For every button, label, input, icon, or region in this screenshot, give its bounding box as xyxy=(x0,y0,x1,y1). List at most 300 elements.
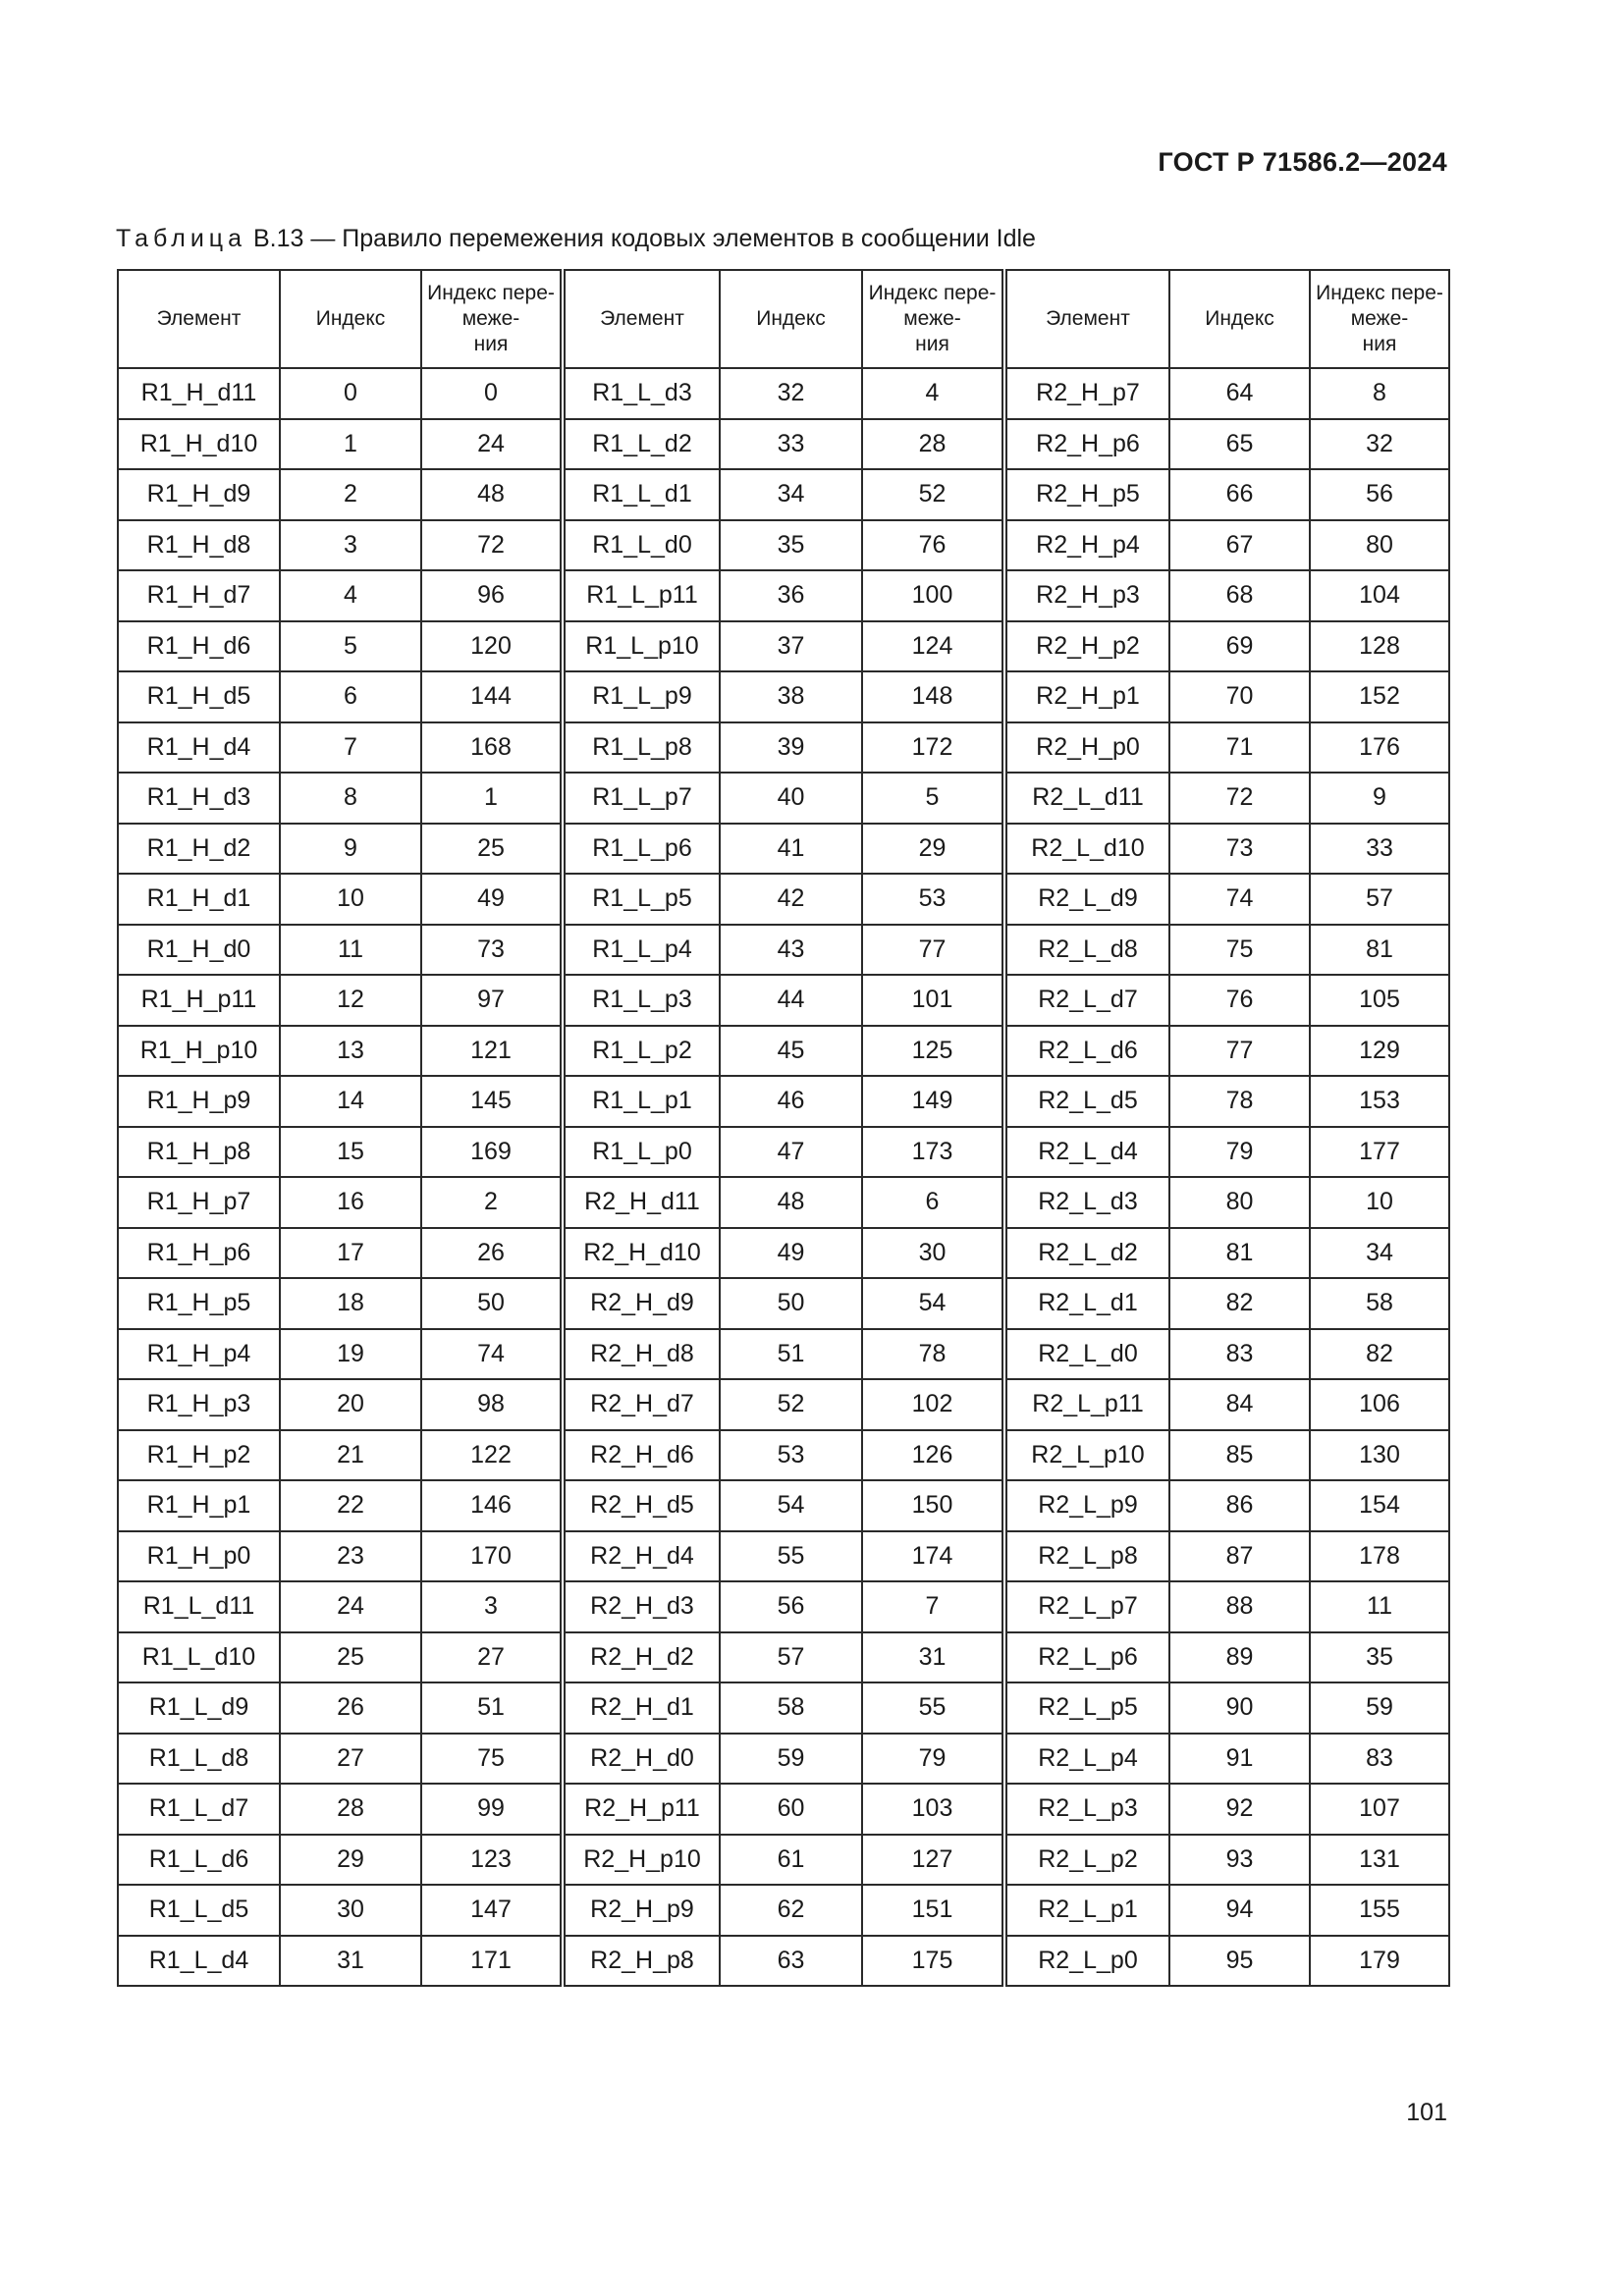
table-cell: R1_H_p6 xyxy=(118,1228,280,1279)
table-cell: 120 xyxy=(421,621,563,672)
table-cell: R2_H_p9 xyxy=(563,1885,720,1936)
table-row xyxy=(118,1835,1449,1886)
table-cell: 81 xyxy=(1169,1228,1310,1279)
table-cell: R1_L_p0 xyxy=(563,1127,720,1178)
table-cell: 10 xyxy=(1310,1177,1449,1228)
table-cell: 78 xyxy=(862,1329,1004,1380)
table-cell: 174 xyxy=(862,1531,1004,1582)
table-cell: R2_H_d2 xyxy=(563,1632,720,1683)
table-cell: 124 xyxy=(862,621,1004,672)
table-cell: 83 xyxy=(1310,1734,1449,1785)
table-cell: R1_H_d2 xyxy=(118,824,280,875)
table-cell: 170 xyxy=(421,1531,563,1582)
table-cell: 9 xyxy=(1310,773,1449,824)
table-cell: 68 xyxy=(1169,570,1310,621)
table-cell: 3 xyxy=(280,520,421,571)
table-cell: R1_H_d8 xyxy=(118,520,280,571)
table-cell: 51 xyxy=(720,1329,862,1380)
table-row xyxy=(118,368,1449,419)
table-cell: R2_H_p7 xyxy=(1004,368,1169,419)
table-cell: R1_L_d0 xyxy=(563,520,720,571)
table-cell: 149 xyxy=(862,1076,1004,1127)
table-cell: R2_L_p10 xyxy=(1004,1430,1169,1481)
table-cell: R1_L_d9 xyxy=(118,1682,280,1734)
table-cell: 98 xyxy=(421,1379,563,1430)
table-cell: R2_H_d6 xyxy=(563,1430,720,1481)
table-row xyxy=(118,925,1449,976)
table-cell: 79 xyxy=(862,1734,1004,1785)
table-cell: 50 xyxy=(720,1278,862,1329)
table-cell: 4 xyxy=(862,368,1004,419)
table-row xyxy=(118,1784,1449,1835)
table-cell: R1_H_p3 xyxy=(118,1379,280,1430)
table-cell: 60 xyxy=(720,1784,862,1835)
table-cell: R2_L_d10 xyxy=(1004,824,1169,875)
table-cell: R2_H_p8 xyxy=(563,1936,720,1987)
table-cell: R1_H_d3 xyxy=(118,773,280,824)
table-row xyxy=(118,722,1449,774)
table-cell: 57 xyxy=(1310,874,1449,925)
table-cell: 126 xyxy=(862,1430,1004,1481)
table-cell: 19 xyxy=(280,1329,421,1380)
table-cell: 25 xyxy=(421,824,563,875)
table-cell: 7 xyxy=(862,1581,1004,1632)
table-cell: R1_H_d1 xyxy=(118,874,280,925)
table-row xyxy=(118,1430,1449,1481)
column-header: Индекс xyxy=(1169,270,1310,368)
table-cell: R1_L_p7 xyxy=(563,773,720,824)
table-cell: R2_L_d11 xyxy=(1004,773,1169,824)
table-cell: 146 xyxy=(421,1480,563,1531)
table-cell: 147 xyxy=(421,1885,563,1936)
table-header-row xyxy=(118,270,1449,368)
column-header: Элемент xyxy=(1004,270,1169,368)
table-row xyxy=(118,1026,1449,1077)
table-cell: 17 xyxy=(280,1228,421,1279)
table-cell: 69 xyxy=(1169,621,1310,672)
table-row xyxy=(118,1076,1449,1127)
table-cell: R2_L_d2 xyxy=(1004,1228,1169,1279)
table-cell: R1_H_p5 xyxy=(118,1278,280,1329)
table-cell: 34 xyxy=(1310,1228,1449,1279)
table-cell: 56 xyxy=(720,1581,862,1632)
table-cell: 13 xyxy=(280,1026,421,1077)
table-row xyxy=(118,1632,1449,1683)
column-header: Индекс xyxy=(720,270,862,368)
table-cell: 151 xyxy=(862,1885,1004,1936)
table-cell: R1_H_p0 xyxy=(118,1531,280,1582)
table-cell: R2_L_p6 xyxy=(1004,1632,1169,1683)
table-cell: 67 xyxy=(1169,520,1310,571)
table-cell: R1_L_p9 xyxy=(563,671,720,722)
table-cell: 32 xyxy=(720,368,862,419)
table-cell: 26 xyxy=(280,1682,421,1734)
table-cell: 33 xyxy=(720,419,862,470)
table-cell: R2_L_p11 xyxy=(1004,1379,1169,1430)
table-cell: 106 xyxy=(1310,1379,1449,1430)
table-cell: 58 xyxy=(1310,1278,1449,1329)
table-row xyxy=(118,874,1449,925)
column-header: Элемент xyxy=(563,270,720,368)
table-row xyxy=(118,1127,1449,1178)
table-cell: 84 xyxy=(1169,1379,1310,1430)
table-cell: 123 xyxy=(421,1835,563,1886)
table-cell: 104 xyxy=(1310,570,1449,621)
table-cell: R2_H_p3 xyxy=(1004,570,1169,621)
table-cell: R1_L_p8 xyxy=(563,722,720,774)
table-cell: R2_H_p11 xyxy=(563,1784,720,1835)
table-body xyxy=(118,368,1449,1986)
table-row xyxy=(118,1885,1449,1936)
table-cell: R1_L_p3 xyxy=(563,975,720,1026)
table-cell: R1_L_d11 xyxy=(118,1581,280,1632)
table-cell: 43 xyxy=(720,925,862,976)
table-row xyxy=(118,520,1449,571)
table-cell: 59 xyxy=(1310,1682,1449,1734)
table-cell: 168 xyxy=(421,722,563,774)
table-cell: 33 xyxy=(1310,824,1449,875)
table-cell: 47 xyxy=(720,1127,862,1178)
table-cell: R2_L_d5 xyxy=(1004,1076,1169,1127)
table-cell: 24 xyxy=(280,1581,421,1632)
table-cell: 55 xyxy=(862,1682,1004,1734)
column-header: Элемент xyxy=(118,270,280,368)
column-header: Индекс пере- меже- ния xyxy=(862,270,1004,368)
table-cell: R2_H_d9 xyxy=(563,1278,720,1329)
table-cell: 40 xyxy=(720,773,862,824)
table-cell: 77 xyxy=(1169,1026,1310,1077)
table-cell: R1_H_d11 xyxy=(118,368,280,419)
table-cell: 173 xyxy=(862,1127,1004,1178)
table-cell: 32 xyxy=(1310,419,1449,470)
table-cell: 37 xyxy=(720,621,862,672)
interleaving-table-container xyxy=(117,269,1448,1987)
table-row xyxy=(118,1228,1449,1279)
table-cell: R1_L_p10 xyxy=(563,621,720,672)
table-cell: 51 xyxy=(421,1682,563,1734)
table-cell: 86 xyxy=(1169,1480,1310,1531)
table-cell: 42 xyxy=(720,874,862,925)
table-row xyxy=(118,419,1449,470)
table-cell: 89 xyxy=(1169,1632,1310,1683)
table-cell: 61 xyxy=(720,1835,862,1886)
table-cell: R1_L_d8 xyxy=(118,1734,280,1785)
table-cell: R2_H_d5 xyxy=(563,1480,720,1531)
table-cell: R1_H_d6 xyxy=(118,621,280,672)
table-cell: 96 xyxy=(421,570,563,621)
table-cell: 24 xyxy=(421,419,563,470)
table-cell: 39 xyxy=(720,722,862,774)
table-cell: 6 xyxy=(280,671,421,722)
table-cell: 7 xyxy=(280,722,421,774)
table-cell: 9 xyxy=(280,824,421,875)
table-cell: 20 xyxy=(280,1379,421,1430)
table-row xyxy=(118,1480,1449,1531)
table-cell: R2_L_p1 xyxy=(1004,1885,1169,1936)
table-cell: R2_H_d7 xyxy=(563,1379,720,1430)
table-cell: 64 xyxy=(1169,368,1310,419)
table-cell: 78 xyxy=(1169,1076,1310,1127)
table-cell: R2_H_d4 xyxy=(563,1531,720,1582)
table-cell: 74 xyxy=(421,1329,563,1380)
table-cell: R1_L_d6 xyxy=(118,1835,280,1886)
table-cell: R1_H_d9 xyxy=(118,469,280,520)
table-cell: 102 xyxy=(862,1379,1004,1430)
table-cell: 11 xyxy=(1310,1581,1449,1632)
table-cell: R2_H_d8 xyxy=(563,1329,720,1380)
table-cell: 30 xyxy=(280,1885,421,1936)
table-cell: R1_H_p8 xyxy=(118,1127,280,1178)
table-cell: 95 xyxy=(1169,1936,1310,1987)
table-cell: 70 xyxy=(1169,671,1310,722)
table-cell: 28 xyxy=(280,1784,421,1835)
table-cell: R2_L_d0 xyxy=(1004,1329,1169,1380)
table-cell: R2_H_d3 xyxy=(563,1581,720,1632)
table-cell: 77 xyxy=(862,925,1004,976)
table-cell: R1_L_p6 xyxy=(563,824,720,875)
table-cell: 92 xyxy=(1169,1784,1310,1835)
table-row xyxy=(118,824,1449,875)
table-cell: 177 xyxy=(1310,1127,1449,1178)
table-cell: R1_H_d5 xyxy=(118,671,280,722)
table-cell: 72 xyxy=(1169,773,1310,824)
table-cell: R1_L_d4 xyxy=(118,1936,280,1987)
table-cell: 21 xyxy=(280,1430,421,1481)
table-cell: R2_L_d4 xyxy=(1004,1127,1169,1178)
table-cell: 54 xyxy=(862,1278,1004,1329)
table-cell: 46 xyxy=(720,1076,862,1127)
table-cell: 0 xyxy=(280,368,421,419)
table-cell: 128 xyxy=(1310,621,1449,672)
table-cell: R2_H_p0 xyxy=(1004,722,1169,774)
table-cell: 63 xyxy=(720,1936,862,1987)
table-cell: R2_L_d6 xyxy=(1004,1026,1169,1077)
page-number: 101 xyxy=(1406,2099,1447,2126)
interleaving-table xyxy=(117,269,1450,1987)
table-cell: 5 xyxy=(280,621,421,672)
table-cell: R2_L_p7 xyxy=(1004,1581,1169,1632)
table-cell: 91 xyxy=(1169,1734,1310,1785)
table-cell: 0 xyxy=(421,368,563,419)
table-cell: R1_H_p7 xyxy=(118,1177,280,1228)
table-cell: R1_L_p2 xyxy=(563,1026,720,1077)
table-cell: 29 xyxy=(280,1835,421,1886)
table-cell: 38 xyxy=(720,671,862,722)
table-cell: 56 xyxy=(1310,469,1449,520)
table-cell: R1_L_d3 xyxy=(563,368,720,419)
table-cell: 90 xyxy=(1169,1682,1310,1734)
table-cell: 49 xyxy=(720,1228,862,1279)
table-cell: 73 xyxy=(1169,824,1310,875)
table-cell: 178 xyxy=(1310,1531,1449,1582)
table-cell: 52 xyxy=(720,1379,862,1430)
column-header: Индекс пере- меже- ния xyxy=(421,270,563,368)
table-cell: 41 xyxy=(720,824,862,875)
table-cell: 103 xyxy=(862,1784,1004,1835)
table-cell: 179 xyxy=(1310,1936,1449,1987)
table-cell: 49 xyxy=(421,874,563,925)
table-cell: 88 xyxy=(1169,1581,1310,1632)
table-cell: 52 xyxy=(862,469,1004,520)
table-cell: 26 xyxy=(421,1228,563,1279)
table-cell: 122 xyxy=(421,1430,563,1481)
table-cell: R2_L_d3 xyxy=(1004,1177,1169,1228)
table-row xyxy=(118,570,1449,621)
table-cell: R1_H_p11 xyxy=(118,975,280,1026)
table-cell: 29 xyxy=(862,824,1004,875)
table-cell: 66 xyxy=(1169,469,1310,520)
table-row xyxy=(118,1329,1449,1380)
table-cell: 22 xyxy=(280,1480,421,1531)
table-cell: 74 xyxy=(1169,874,1310,925)
table-cell: 15 xyxy=(280,1127,421,1178)
table-cell: 150 xyxy=(862,1480,1004,1531)
table-caption xyxy=(116,225,1036,253)
table-cell: 50 xyxy=(421,1278,563,1329)
table-cell: R1_L_d10 xyxy=(118,1632,280,1683)
table-row xyxy=(118,1936,1449,1987)
table-row xyxy=(118,621,1449,672)
table-cell: 125 xyxy=(862,1026,1004,1077)
table-cell: 55 xyxy=(720,1531,862,1582)
table-row xyxy=(118,1379,1449,1430)
table-cell: R2_L_d8 xyxy=(1004,925,1169,976)
table-cell: R1_H_d7 xyxy=(118,570,280,621)
table-cell: 152 xyxy=(1310,671,1449,722)
table-cell: 81 xyxy=(1310,925,1449,976)
table-row xyxy=(118,1177,1449,1228)
table-cell: R2_H_d11 xyxy=(563,1177,720,1228)
table-cell: 18 xyxy=(280,1278,421,1329)
table-cell: R1_H_p1 xyxy=(118,1480,280,1531)
table-cell: 87 xyxy=(1169,1531,1310,1582)
table-cell: R2_L_p0 xyxy=(1004,1936,1169,1987)
table-cell: R2_H_p10 xyxy=(563,1835,720,1886)
table-caption-text: В.13 — Правило перемежения кодовых элементов в сообщении Idle xyxy=(246,225,1036,252)
table-cell: R1_H_p2 xyxy=(118,1430,280,1481)
table-cell: 4 xyxy=(280,570,421,621)
table-cell: 107 xyxy=(1310,1784,1449,1835)
table-cell: 62 xyxy=(720,1885,862,1936)
table-row xyxy=(118,1734,1449,1785)
table-cell: 31 xyxy=(862,1632,1004,1683)
table-cell: 65 xyxy=(1169,419,1310,470)
table-cell: 1 xyxy=(421,773,563,824)
column-header: Индекс xyxy=(280,270,421,368)
table-cell: 172 xyxy=(862,722,1004,774)
table-cell: R2_H_p5 xyxy=(1004,469,1169,520)
table-cell: R2_H_p4 xyxy=(1004,520,1169,571)
table-cell: R2_H_d0 xyxy=(563,1734,720,1785)
table-cell: 53 xyxy=(862,874,1004,925)
table-cell: 85 xyxy=(1169,1430,1310,1481)
table-row xyxy=(118,975,1449,1026)
table-cell: R2_L_d1 xyxy=(1004,1278,1169,1329)
table-cell: 48 xyxy=(720,1177,862,1228)
table-cell: 30 xyxy=(862,1228,1004,1279)
table-cell: 10 xyxy=(280,874,421,925)
table-cell: 71 xyxy=(1169,722,1310,774)
table-cell: 45 xyxy=(720,1026,862,1077)
table-cell: 28 xyxy=(862,419,1004,470)
table-cell: 101 xyxy=(862,975,1004,1026)
table-row xyxy=(118,1682,1449,1734)
table-cell: 5 xyxy=(862,773,1004,824)
table-cell: 80 xyxy=(1310,520,1449,571)
document-id: ГОСТ Р 71586.2—2024 xyxy=(1158,147,1447,177)
table-cell: R2_L_p5 xyxy=(1004,1682,1169,1734)
table-cell: 131 xyxy=(1310,1835,1449,1886)
table-cell: R2_H_d10 xyxy=(563,1228,720,1279)
table-cell: R1_L_d2 xyxy=(563,419,720,470)
table-cell: 35 xyxy=(720,520,862,571)
table-caption-label: Таблица xyxy=(116,225,247,252)
table-cell: 99 xyxy=(421,1784,563,1835)
table-cell: 100 xyxy=(862,570,1004,621)
table-cell: 48 xyxy=(421,469,563,520)
table-cell: R2_L_p4 xyxy=(1004,1734,1169,1785)
table-row xyxy=(118,469,1449,520)
table-cell: R1_H_p4 xyxy=(118,1329,280,1380)
table-cell: R1_L_p5 xyxy=(563,874,720,925)
table-cell: 121 xyxy=(421,1026,563,1077)
table-cell: 23 xyxy=(280,1531,421,1582)
table-cell: 82 xyxy=(1310,1329,1449,1380)
table-cell: R1_H_d0 xyxy=(118,925,280,976)
table-cell: 2 xyxy=(280,469,421,520)
column-header: Индекс пере- меже- ния xyxy=(1310,270,1449,368)
table-cell: 25 xyxy=(280,1632,421,1683)
table-cell: R2_L_d7 xyxy=(1004,975,1169,1026)
table-cell: R2_H_p2 xyxy=(1004,621,1169,672)
table-row xyxy=(118,773,1449,824)
table-cell: R1_H_p9 xyxy=(118,1076,280,1127)
table-cell: 58 xyxy=(720,1682,862,1734)
table-cell: R2_L_p3 xyxy=(1004,1784,1169,1835)
table-cell: 8 xyxy=(1310,368,1449,419)
table-cell: 76 xyxy=(862,520,1004,571)
table-cell: R1_L_p1 xyxy=(563,1076,720,1127)
table-cell: 130 xyxy=(1310,1430,1449,1481)
table-cell: 8 xyxy=(280,773,421,824)
table-cell: 73 xyxy=(421,925,563,976)
table-cell: 2 xyxy=(421,1177,563,1228)
table-cell: 27 xyxy=(421,1632,563,1683)
table-cell: R1_H_d4 xyxy=(118,722,280,774)
table-cell: 59 xyxy=(720,1734,862,1785)
table-cell: 127 xyxy=(862,1835,1004,1886)
table-cell: 129 xyxy=(1310,1026,1449,1077)
table-cell: 6 xyxy=(862,1177,1004,1228)
table-cell: 145 xyxy=(421,1076,563,1127)
table-cell: 97 xyxy=(421,975,563,1026)
table-cell: R1_H_p10 xyxy=(118,1026,280,1077)
table-row xyxy=(118,1531,1449,1582)
table-cell: R1_L_d1 xyxy=(563,469,720,520)
table-cell: 54 xyxy=(720,1480,862,1531)
table-cell: R2_L_p2 xyxy=(1004,1835,1169,1886)
table-cell: 44 xyxy=(720,975,862,1026)
table-cell: 80 xyxy=(1169,1177,1310,1228)
table-cell: 155 xyxy=(1310,1885,1449,1936)
table-cell: R1_L_p4 xyxy=(563,925,720,976)
table-cell: 79 xyxy=(1169,1127,1310,1178)
table-cell: R1_L_d7 xyxy=(118,1784,280,1835)
table-cell: 16 xyxy=(280,1177,421,1228)
table-cell: 144 xyxy=(421,671,563,722)
table-cell: 169 xyxy=(421,1127,563,1178)
table-cell: 36 xyxy=(720,570,862,621)
